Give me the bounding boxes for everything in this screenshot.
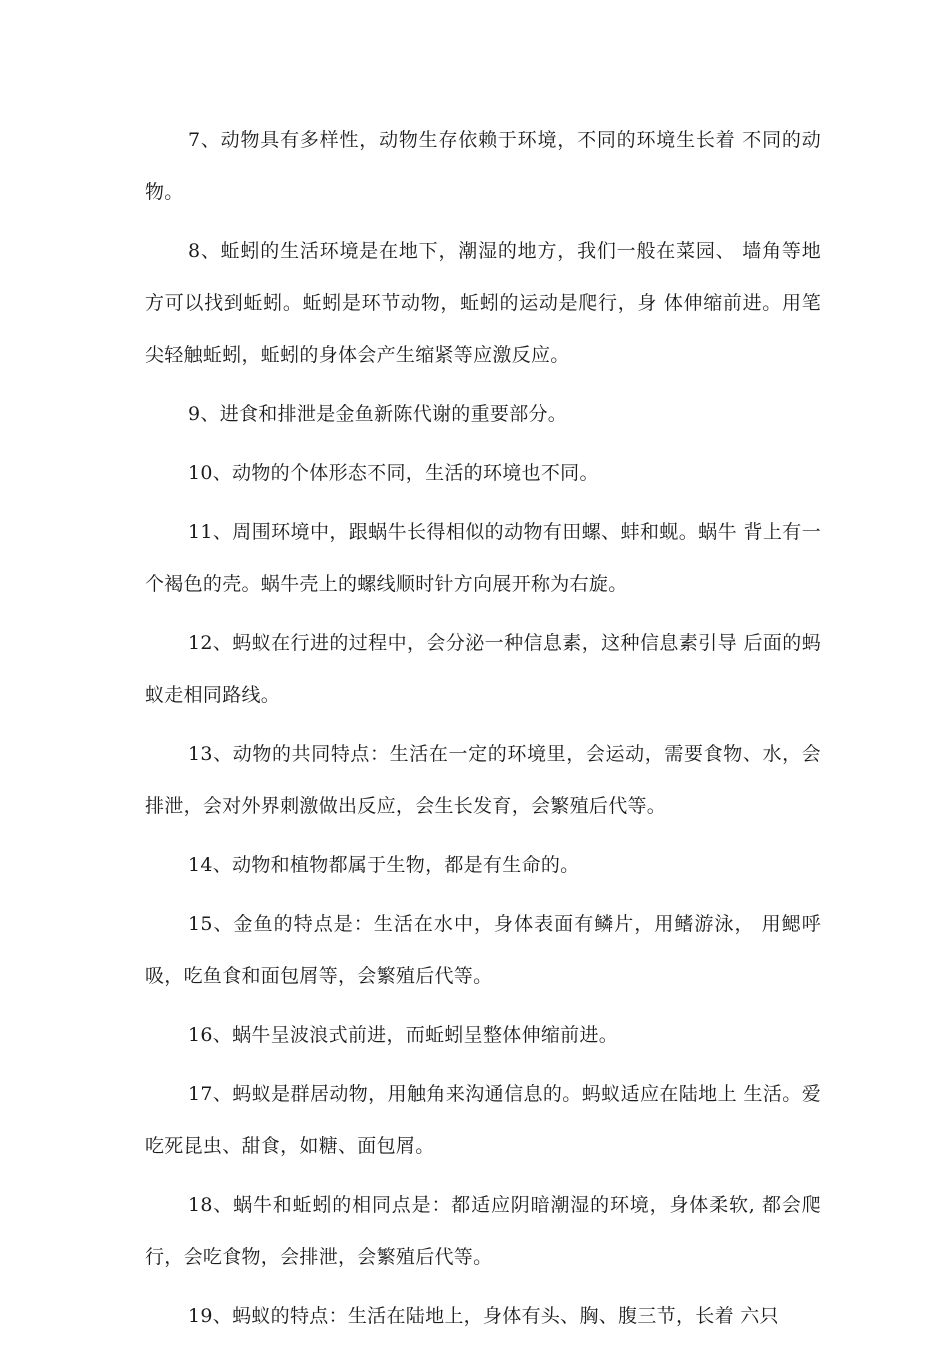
paragraph-14: 14、动物和植物都属于生物，都是有生命的。 bbox=[188, 854, 580, 876]
paragraph-19: 19、蚂蚁的特点：生活在陆地上，身体有头、胸、腹三节，长着 六只 bbox=[188, 1305, 779, 1327]
paragraph-16: 16、蜗牛呈波浪式前进，而蚯蚓呈整体伸缩前进。 bbox=[188, 1024, 619, 1046]
paragraph-10: 10、动物的个体形态不同，生活的环境也不同。 bbox=[188, 462, 599, 484]
paragraph-15: 15、金鱼的特点是：生活在水中，身体表面有鳞片，用鳍游泳， 用鳃呼吸，吃鱼食和面包屑等，会繁殖后代等。 bbox=[145, 913, 821, 987]
paragraph-18: 18、蜗牛和蚯蚓的相同点是：都适应阴暗潮湿的环境，身体柔软, 都会爬行，会吃食物，会排泄，会繁殖后代等。 bbox=[145, 1194, 821, 1268]
paragraph-13: 13、动物的共同特点：生活在一定的环境里，会运动，需要食物、水，会排泄，会对外界刺激做出反应，会生长发育，会繁殖后代等。 bbox=[145, 743, 821, 817]
paragraph-8: 8、蚯蚓的生活环境是在地下，潮湿的地方，我们一般在菜园、 墙角等地方可以找到蚯蚓。蚯蚓是环节动物，蚯蚓的运动是爬行，身 体伸缩前进。用笔尖轻触蚯蚓，蚯蚓的身体会产生缩紧等应激反应。 bbox=[145, 240, 821, 366]
document-page bbox=[145, 114, 821, 1349]
paragraph-12: 12、蚂蚁在行进的过程中，会分泌一种信息素，这种信息素引导 后面的蚂蚁走相同路线。 bbox=[145, 632, 821, 706]
paragraph-11: 11、周围环境中，跟蜗牛长得相似的动物有田螺、蚌和蚬。蜗牛 背上有一个褐色的壳。蜗牛壳上的螺线顺时针方向展开称为右旋。 bbox=[145, 521, 821, 595]
paragraph-7: 7、动物具有多样性，动物生存依赖于环境，不同的环境生长着 不同的动物。 bbox=[145, 129, 821, 203]
paragraph-9: 9、进食和排泄是金鱼新陈代谢的重要部分。 bbox=[188, 403, 568, 425]
paragraph-17: 17、蚂蚁是群居动物，用触角来沟通信息的。蚂蚁适应在陆地上 生活。爱吃死昆虫、甜食，如糖、面包屑。 bbox=[145, 1083, 821, 1157]
